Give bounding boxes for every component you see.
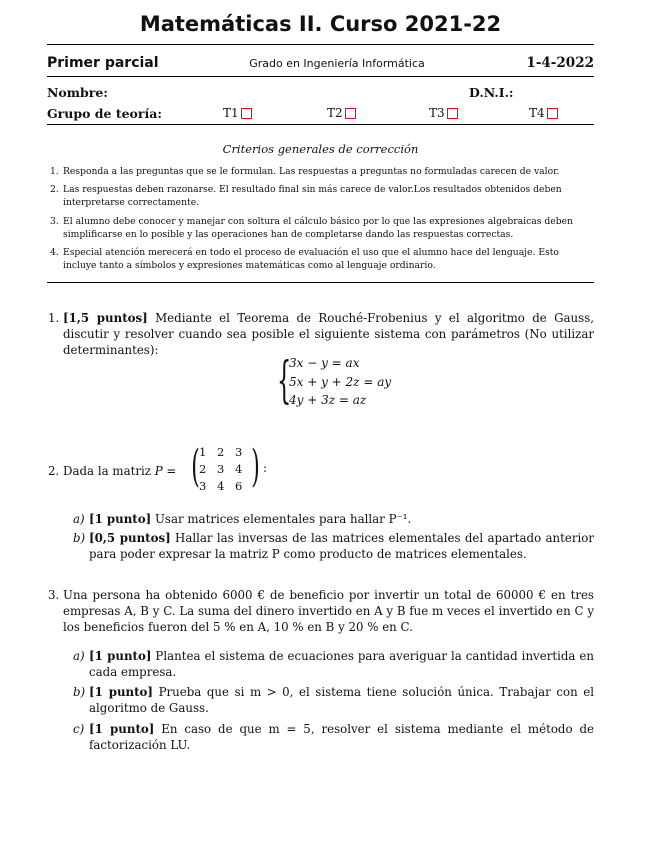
part-label: c) xyxy=(73,722,85,736)
question-3-part-a xyxy=(73,648,594,680)
checkbox[interactable] xyxy=(345,108,356,119)
matrix-cell: 2 xyxy=(199,462,207,476)
question-text: Dada la matriz xyxy=(63,464,151,478)
matrix-cell: 4 xyxy=(217,479,225,493)
question-number: 3. xyxy=(48,588,60,602)
left-paren: ( xyxy=(191,441,200,492)
question-text: Una persona ha obtenido 6000 € de beneficio por invertir un total de 60000 € en tres empresas A, B y C. La suma del dinero invertido en A y B fue m veces el invertido en C y los beneficios fueron del 5 % en A, 10 % en B y 20 % en C. xyxy=(63,588,594,634)
group-option-t1[interactable] xyxy=(223,106,252,120)
part-text: En caso de que m = 5, resolver el sistema mediante el método de factorización LU. xyxy=(89,722,595,752)
part-points: [1 punto] xyxy=(89,512,152,526)
part-points: [1 punto] xyxy=(89,722,155,736)
criteria-text: El alumno debe conocer y manejar con soltura el cálculo básico por lo que las expresiones algebraicas deben simplificarse en lo posible y las operaciones han de completarse dando las respuestas correctas. xyxy=(63,216,573,240)
dni-label: D.N.I.: xyxy=(469,85,514,100)
question-3 xyxy=(48,587,594,635)
part-text: Plantea el sistema de ecuaciones para averiguar la cantidad invertida en cada empresa. xyxy=(89,649,594,679)
exam-date: 1-4-2022 xyxy=(526,55,594,71)
criteria-title: Criterios generales de corrección xyxy=(222,142,419,156)
criteria-item xyxy=(50,166,593,179)
criteria-text: Especial atención merecerá en todo el proceso de evaluación el uso que el alumno hace del lenguaje. Esto incluye tanto a símbolos y expresiones matemáticas como al lenguaje ordinario. xyxy=(63,247,559,271)
question-points: [1,5 puntos] xyxy=(63,311,148,325)
question-text: Mediante el Teorema de Rouché-Frobenius y el algoritmo de Gauss, discutir y resolver cuando sea posible el siguiente sistema con parámetros (No utilizar determinantes): xyxy=(63,311,595,357)
degree-name: Grado en Ingeniería Informática xyxy=(249,57,425,70)
brace: { xyxy=(277,351,292,409)
group-option-t4[interactable] xyxy=(529,106,558,120)
part-label: a) xyxy=(73,512,85,526)
question-2-part-a xyxy=(73,511,594,527)
question-3-part-b xyxy=(73,684,595,716)
criteria-number: 2. xyxy=(50,184,59,195)
exam-title: Matemáticas II. Curso 2021-22 xyxy=(139,12,502,36)
part-points: [1 punto] xyxy=(89,685,154,699)
divider xyxy=(47,44,594,45)
group-option-t2[interactable] xyxy=(327,106,356,120)
part-points: [0,5 puntos] xyxy=(89,531,171,545)
criteria-number: 3. xyxy=(50,216,59,227)
group-label: Grupo de teoría: xyxy=(47,106,162,121)
part-label: b) xyxy=(73,685,86,699)
divider xyxy=(47,124,594,125)
criteria-text: Responda a las preguntas que se le formulan. Las respuestas a preguntas no formuladas carecen de valor. xyxy=(63,166,560,177)
checkbox[interactable] xyxy=(447,108,458,119)
matrix-cell: 3 xyxy=(217,462,225,476)
divider xyxy=(47,76,594,77)
part-label: a) xyxy=(73,649,85,663)
equation: 4y + 3z = az xyxy=(289,393,367,407)
group-option-label: T2 xyxy=(327,106,343,120)
colon: : xyxy=(263,461,268,475)
question-number: 1. xyxy=(48,311,60,325)
group-option-label: T3 xyxy=(429,106,445,120)
equation: 5x + y + 2z = ay xyxy=(289,374,392,389)
question-3-part-c xyxy=(73,721,595,753)
matrix-cell: 6 xyxy=(235,479,243,493)
right-paren: ) xyxy=(251,441,260,492)
question-number: 2. xyxy=(48,464,60,478)
checkbox[interactable] xyxy=(547,108,558,119)
question-2 xyxy=(48,463,594,479)
group-option-t3[interactable] xyxy=(429,106,458,120)
group-option-label: T1 xyxy=(223,106,239,120)
criteria-item xyxy=(50,184,593,209)
part-label: b) xyxy=(73,531,86,545)
criteria-text: Las respuestas deben razonarse. El resultado final sin más carece de valor.Los resultados obtenidos deben interpretarse correctamente. xyxy=(63,184,562,208)
matrix-cell: 4 xyxy=(235,462,243,476)
question-2-part-b xyxy=(73,530,595,562)
group-option-label: T4 xyxy=(529,106,545,120)
checkbox[interactable] xyxy=(241,108,252,119)
matrix-variable: P = xyxy=(154,464,177,478)
matrix-cell: 2 xyxy=(217,445,225,459)
criteria-number: 4. xyxy=(50,247,59,258)
part-text: Usar matrices elementales para hallar P⁻¹. xyxy=(154,512,412,526)
matrix-p xyxy=(187,441,268,496)
matrix-cell: 3 xyxy=(235,445,243,459)
part-text: Hallar las inversas de las matrices elementales del apartado anterior para poder expresar la matriz P como producto de matrices elementales. xyxy=(89,531,595,561)
part-points: [1 punto] xyxy=(89,649,152,663)
part-text: Prueba que si m > 0, el sistema tiene solución única. Trabajar con el algoritmo de Gauss. xyxy=(89,685,595,715)
matrix-cell: 3 xyxy=(199,479,207,493)
name-label: Nombre: xyxy=(47,85,108,100)
divider xyxy=(47,282,594,283)
equation: 3x − y = ax xyxy=(289,356,360,370)
criteria-number: 1. xyxy=(50,166,59,177)
criteria-item xyxy=(50,247,593,272)
exam-name: Primer parcial xyxy=(47,55,159,71)
matrix-cell: 1 xyxy=(199,445,207,459)
question-1 xyxy=(48,310,595,358)
criteria-item xyxy=(50,216,593,241)
